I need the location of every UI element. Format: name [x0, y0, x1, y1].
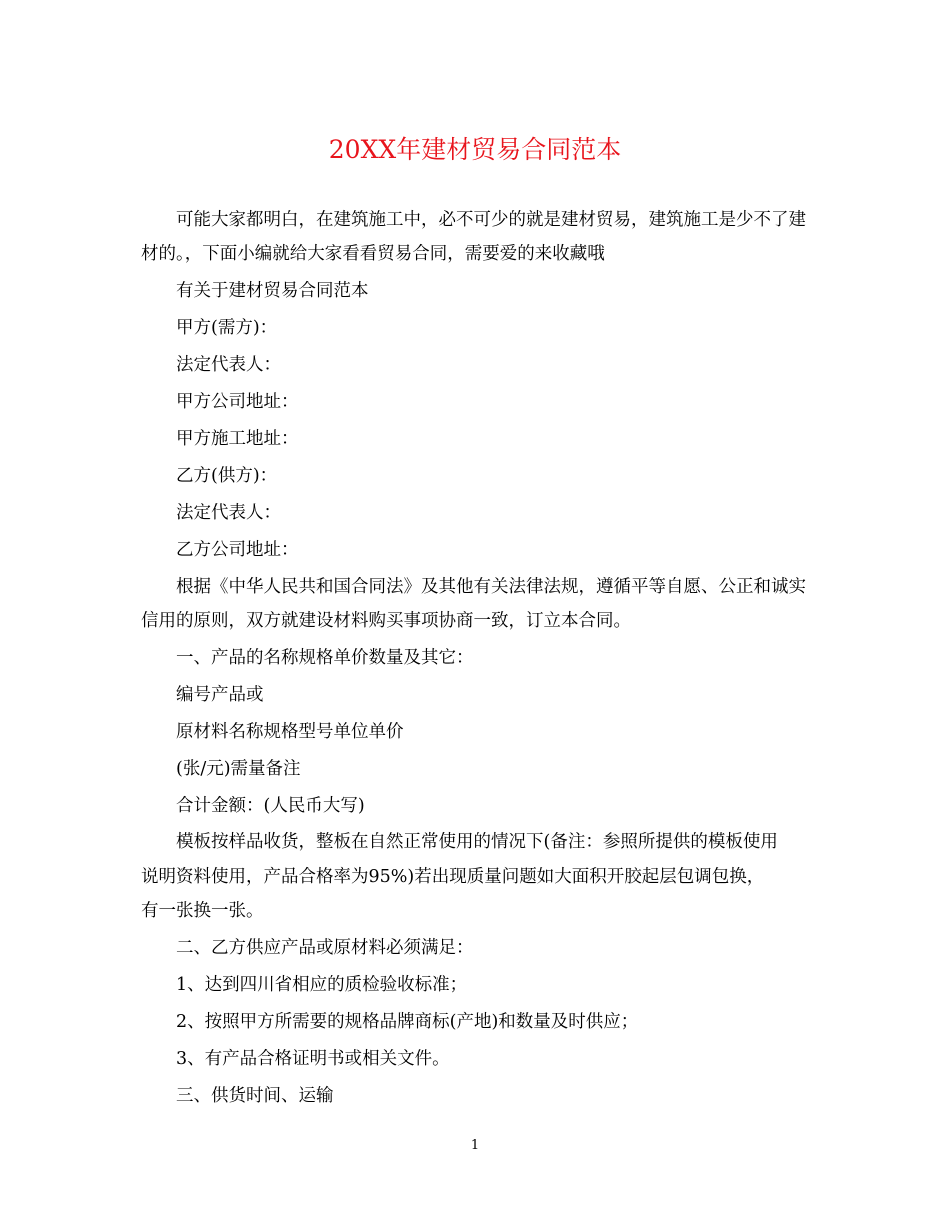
paragraph-party-a-representative: 法定代表人： — [176, 355, 281, 376]
paragraph-party-b-company-address: 乙方公司地址： — [176, 539, 299, 560]
page-number: 1 — [470, 1138, 480, 1153]
paragraph-party-b: 乙方(供方)： — [176, 465, 278, 486]
paragraph-template-quality: 模板按样品收货，整板在自然正常使用的情况下(备注：参照所提供的模板使用说明资料使用，产品合格率为95%)若出现质量问题如大面积开胶起层包调包换，有一张换一张。 — [141, 832, 778, 922]
document-title: 20XX年建材贸易合同范本 — [328, 135, 622, 164]
paragraph-requirement-1: 1、达到四川省相应的质检验收标准； — [176, 975, 468, 996]
paragraph-total-amount: 合计金额：(人民币大写) — [176, 795, 365, 816]
paragraph-material-name: 原材料名称规格型号单位单价 — [176, 721, 404, 742]
paragraph-section-one: 一、产品的名称规格单价数量及其它： — [176, 647, 474, 668]
paragraph-party-a: 甲方(需方)： — [176, 318, 278, 339]
document-body — [141, 203, 813, 1116]
paragraph-party-a-site-address: 甲方施工地址： — [176, 428, 299, 449]
paragraph-intro: 可能大家都明白，在建筑施工中，必不可少的就是建材贸易，建筑施工是少不了建材的。，下面小编就给大家看看贸易合同，需要爱的来收藏哦 — [141, 210, 806, 265]
paragraph-section-two: 二、乙方供应产品或原材料必须满足： — [176, 938, 474, 959]
paragraph-subtitle: 有关于建材贸易合同范本 — [176, 281, 369, 302]
paragraph-legal-basis: 根据《中华人民共和国合同法》及其他有关法律法规，遵循平等自愿、公正和诚实信用的原则，双方就建设材料购买事项协商一致，订立本合同。 — [141, 576, 806, 631]
paragraph-product-number: 编号产品或 — [176, 684, 264, 705]
paragraph-party-b-representative: 法定代表人： — [176, 502, 281, 523]
paragraph-party-a-company-address: 甲方公司地址： — [176, 392, 299, 413]
paragraph-quantity-remarks: (张/元)需量备注 — [176, 758, 301, 779]
paragraph-section-three: 三、供货时间、运输 — [176, 1085, 334, 1106]
paragraph-requirement-3: 3、有产品合格证明书或相关文件。 — [176, 1048, 450, 1069]
paragraph-requirement-2: 2、按照甲方所需要的规格品牌商标(产地)和数量及时供应； — [176, 1011, 639, 1032]
